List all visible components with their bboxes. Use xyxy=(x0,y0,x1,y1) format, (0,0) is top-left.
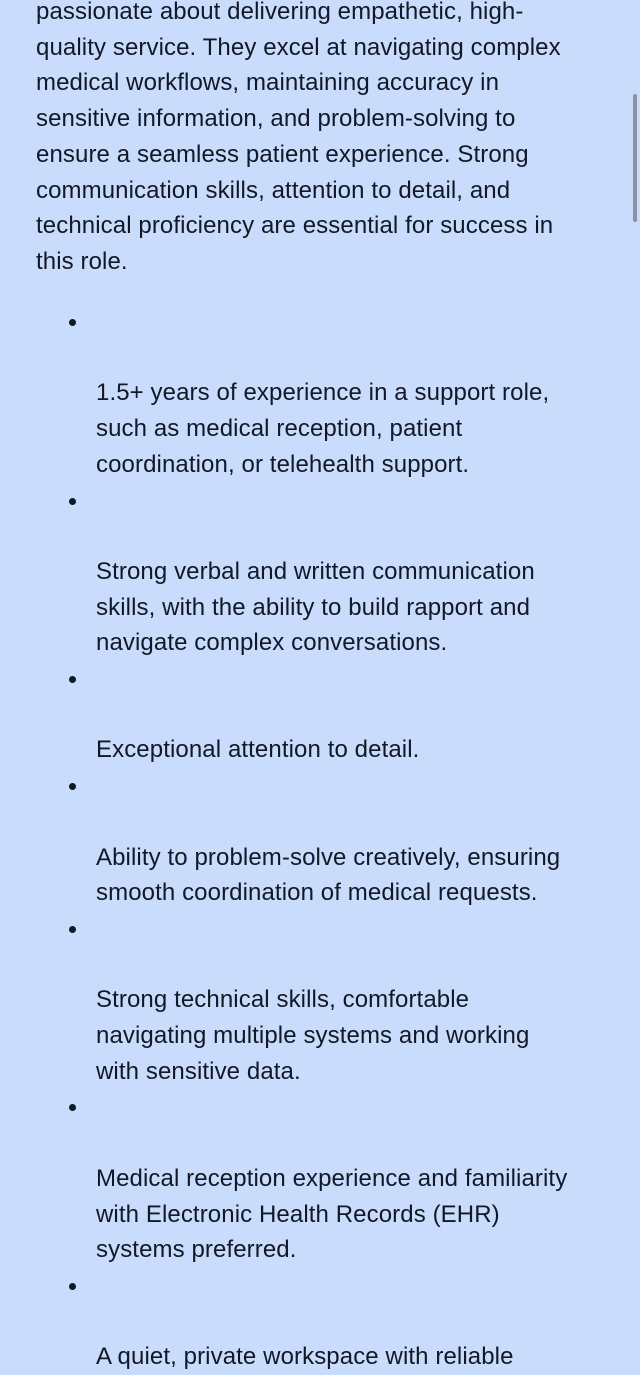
list-item-text: Strong verbal and written communication skills, with the ability to build rapport and navigate complex conversations. xyxy=(96,557,535,657)
list-item-text: Ability to problem-solve creatively, ensuring smooth coordination of medical requests. xyxy=(96,843,561,907)
list-item-text: Exceptional attention to detail. xyxy=(96,736,420,764)
list-item-text: A quiet, private workspace with reliable xyxy=(96,1343,514,1371)
intro-paragraph: passionate about delivering empathetic, high- quality service. They excel at navigating complex medical workflows, maintaining accuracy in sensitive information, and problem-solving to ensure a seamless patient experience. Strong communication skills, attention to detail, and technical proficiency are essential for success in this role. xyxy=(36,0,561,275)
list-item xyxy=(36,768,604,911)
list-item xyxy=(36,911,604,1090)
bullet-icon xyxy=(69,1104,76,1111)
scrollbar-thumb[interactable] xyxy=(633,94,637,222)
bullet-icon xyxy=(69,319,76,326)
list-item-text: 1.5+ years of experience in a support role, such as medical reception, patient coordination, or telehealth support. xyxy=(96,379,550,478)
list-item-text: Medical reception experience and familiarity with Electronic Health Records (EHR) systems preferred. xyxy=(96,1164,568,1264)
list-item xyxy=(36,661,604,768)
list-item xyxy=(36,1089,604,1268)
bullet-icon xyxy=(69,676,76,683)
list-item xyxy=(36,483,604,662)
bullet-icon xyxy=(69,498,76,505)
bullet-icon xyxy=(69,926,76,933)
list-item-text: Strong technical skills, comfortable navigating multiple systems and working with sensitive data. xyxy=(96,986,530,1085)
bullet-icon xyxy=(69,783,76,790)
list-item xyxy=(36,1268,604,1375)
requirements-list xyxy=(36,304,604,1375)
bullet-icon xyxy=(69,1283,76,1290)
job-description-content xyxy=(36,0,604,1371)
list-item xyxy=(36,304,604,483)
